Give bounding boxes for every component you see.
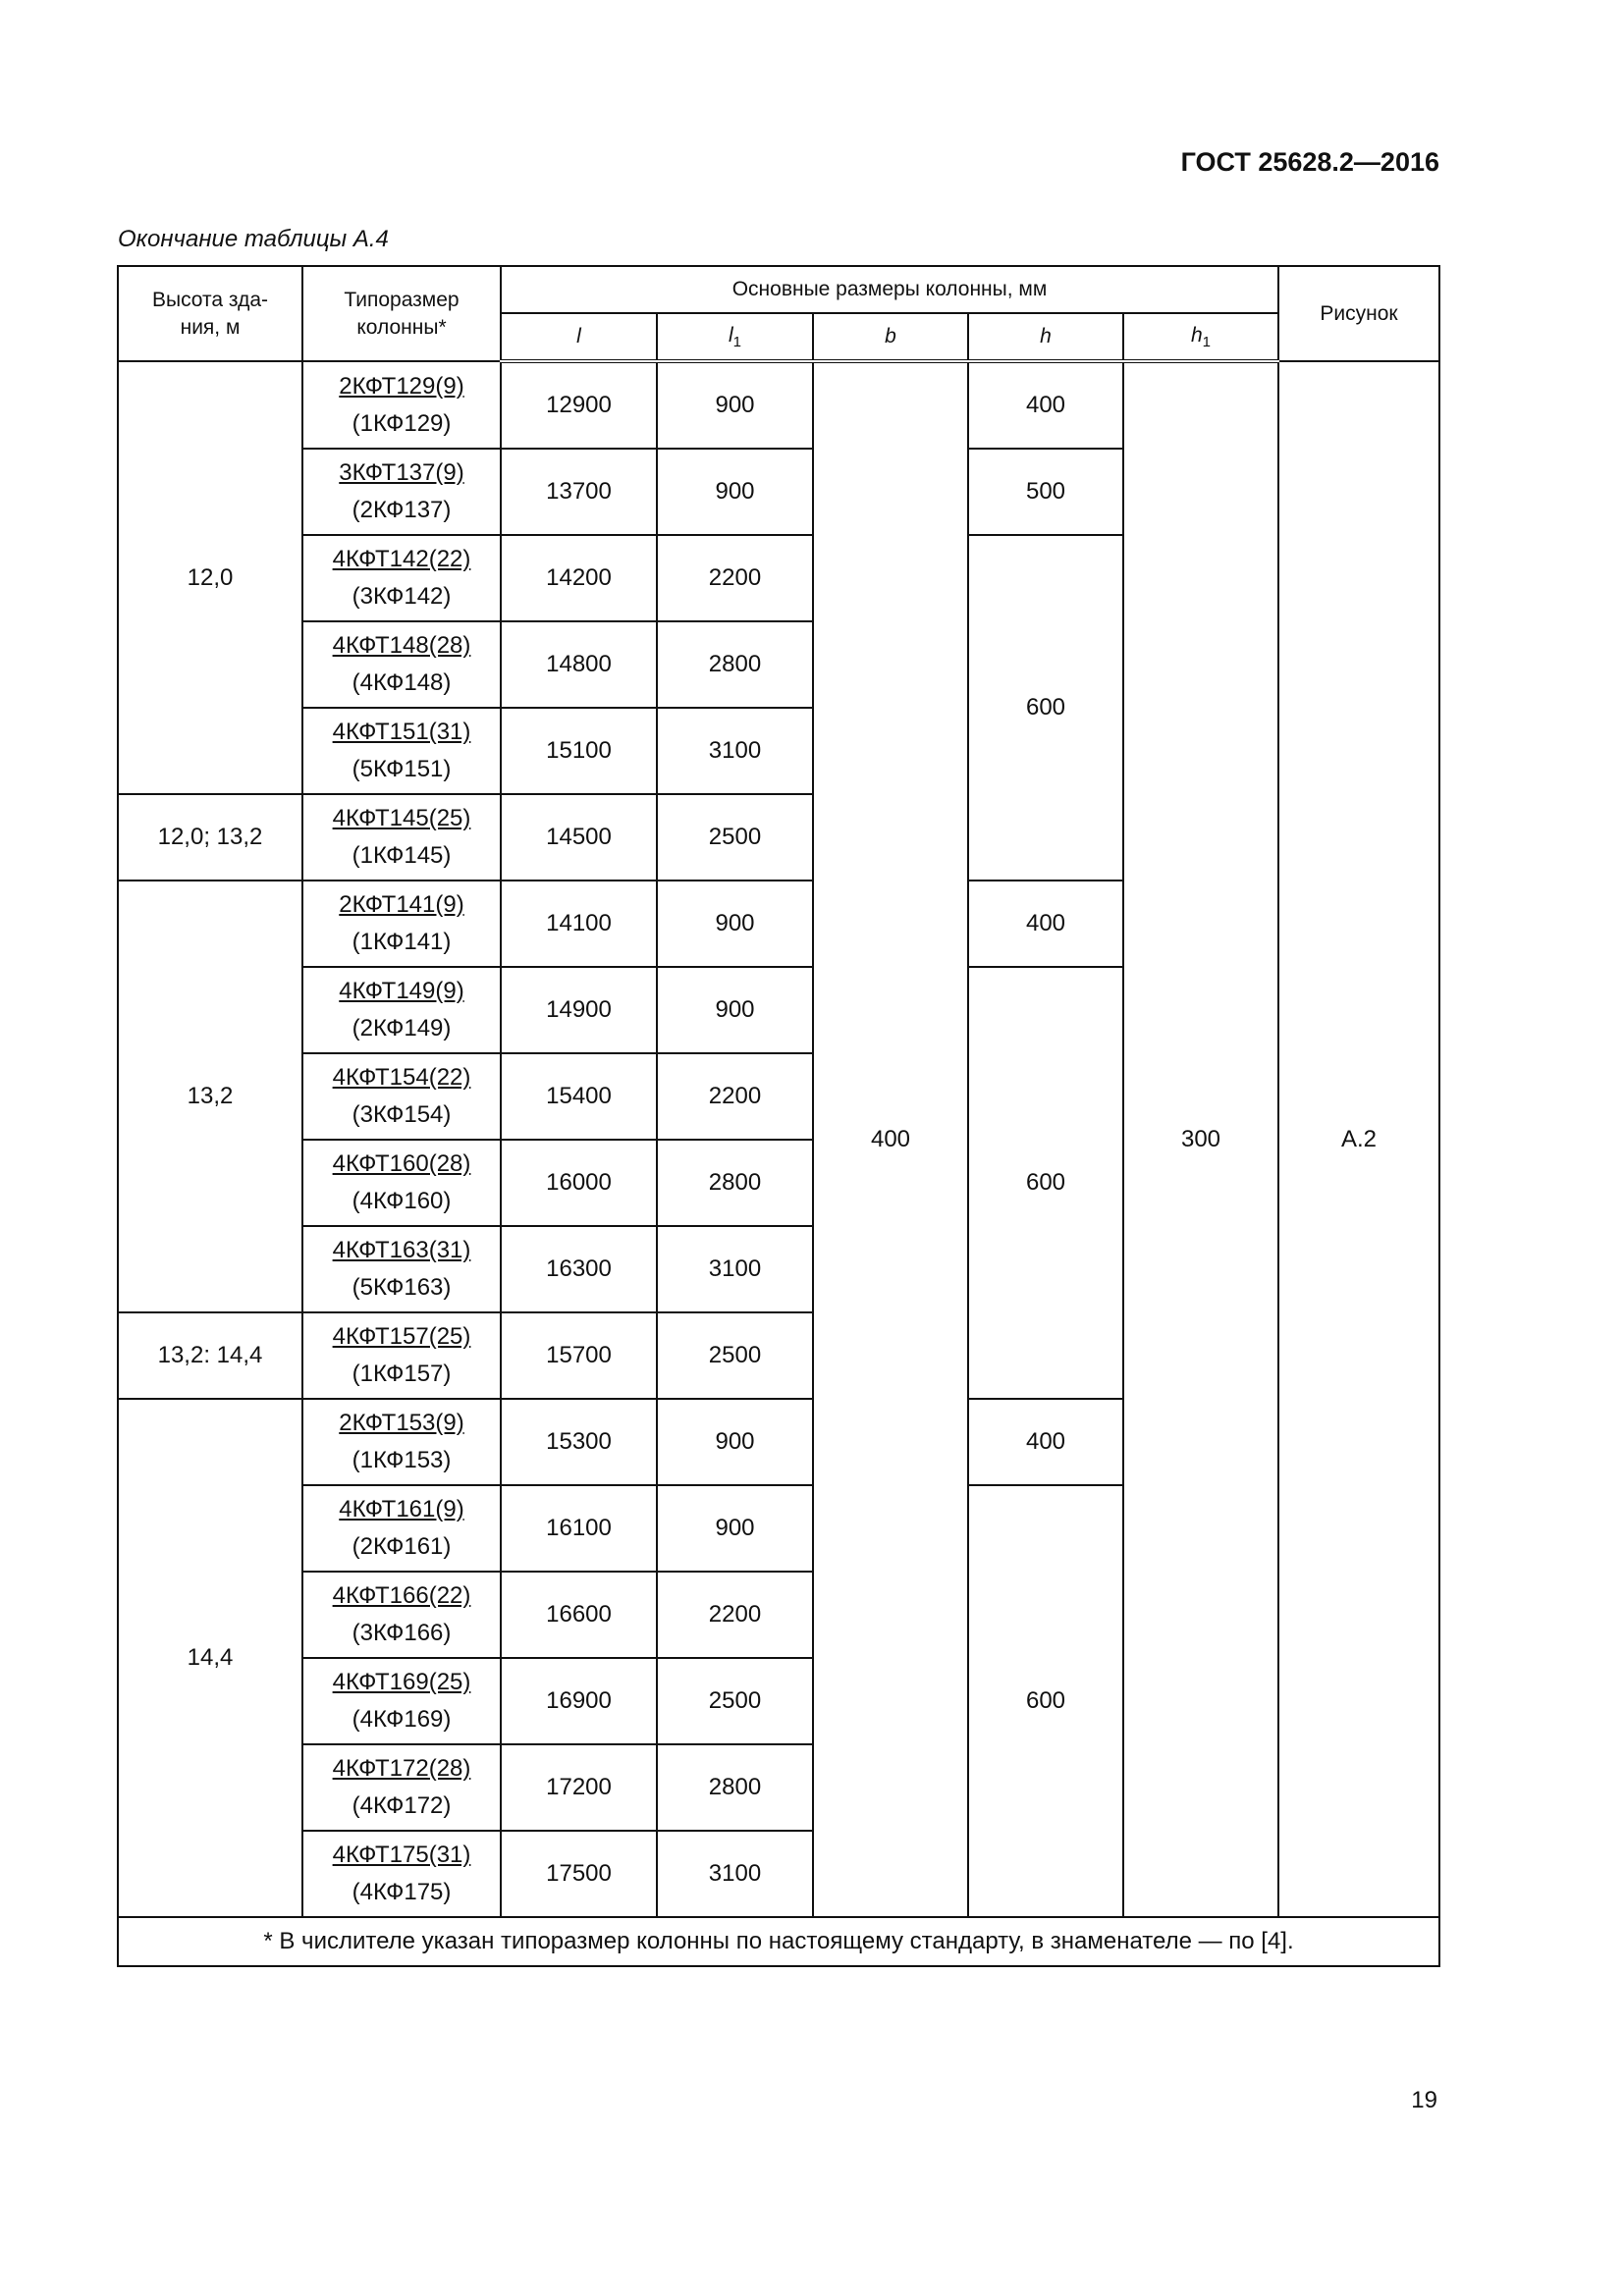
height-h-cell: 600 (968, 535, 1123, 881)
column-type-cell (302, 1226, 501, 1312)
note-row (118, 1917, 1439, 1966)
type-numerator: 2КФТ141(9) (339, 891, 464, 918)
column-type-cell (302, 1831, 501, 1917)
type-numerator: 3КФТ137(9) (339, 459, 464, 486)
type-denominator: (3КФ166) (352, 1620, 452, 1646)
figure-cell: А.2 (1278, 361, 1439, 1917)
type-numerator: 4КФТ160(28) (332, 1150, 471, 1177)
column-type-cell (302, 794, 501, 881)
type-denominator: (5КФ163) (352, 1274, 452, 1301)
type-numerator: 4КФТ175(31) (332, 1842, 471, 1868)
header-h1: $h_1$ (1123, 313, 1278, 361)
table-footnote: * В числителе указан типоразмер колонны по настоящему стандарту, в знаменателе — по [4]. (118, 1917, 1439, 1966)
type-numerator: 4КФТ166(22) (332, 1582, 471, 1609)
length-l1-cell: 900 (657, 361, 813, 449)
column-type-cell (302, 535, 501, 621)
column-type-cell (302, 621, 501, 708)
building-height-cell: 14,4 (118, 1399, 302, 1917)
length-l-cell: 16300 (501, 1226, 657, 1312)
header-h: h (968, 313, 1123, 361)
type-denominator: (2КФ137) (352, 497, 452, 523)
header-l: l (501, 313, 657, 361)
type-denominator: (4КФ148) (352, 669, 452, 696)
type-numerator: 4КФТ157(25) (332, 1323, 471, 1350)
type-denominator: (1КФ145) (352, 842, 452, 869)
length-l-cell: 15400 (501, 1053, 657, 1140)
type-numerator: 4КФТ145(25) (332, 805, 471, 831)
height-h-cell: 400 (968, 881, 1123, 967)
header-main-dimensions: Основные размеры колонны, мм (501, 266, 1278, 313)
length-l-cell: 16900 (501, 1658, 657, 1744)
type-numerator: 2КФТ153(9) (339, 1410, 464, 1436)
height-h1-cell: 300 (1123, 361, 1278, 1917)
length-l-cell: 17200 (501, 1744, 657, 1831)
length-l1-cell: 2500 (657, 1312, 813, 1399)
length-l-cell: 12900 (501, 361, 657, 449)
length-l-cell: 16100 (501, 1485, 657, 1572)
type-denominator: (5КФ151) (352, 756, 452, 782)
length-l1-cell: 3100 (657, 1831, 813, 1917)
length-l1-cell: 2800 (657, 1744, 813, 1831)
length-l-cell: 15300 (501, 1399, 657, 1485)
type-numerator: 4КФТ148(28) (332, 632, 471, 659)
header-building-height: Высота зда- ния, м (118, 266, 302, 361)
length-l1-cell: 900 (657, 1399, 813, 1485)
column-type-cell (302, 1658, 501, 1744)
column-type-cell (302, 449, 501, 535)
building-height-cell: 13,2: 14,4 (118, 1312, 302, 1399)
column-type-cell (302, 881, 501, 967)
header-column-type: Типоразмер колонны* (302, 266, 501, 361)
column-type-cell (302, 1485, 501, 1572)
length-l-cell: 15100 (501, 708, 657, 794)
type-numerator: 4КФТ169(25) (332, 1669, 471, 1695)
type-denominator: (1КФ141) (352, 929, 452, 955)
length-l-cell: 16600 (501, 1572, 657, 1658)
type-denominator: (1КФ129) (352, 409, 452, 437)
length-l1-cell: 900 (657, 1485, 813, 1572)
type-denominator: (3КФ154) (352, 1101, 452, 1128)
building-height-cell: 12,0; 13,2 (118, 794, 302, 881)
header-l1: $l_1$ (657, 313, 813, 361)
type-numerator: 4КФТ172(28) (332, 1755, 471, 1782)
column-type-cell (302, 1053, 501, 1140)
type-numerator: 4КФТ154(22) (332, 1064, 471, 1091)
type-numerator: 2КФТ129(9) (339, 372, 464, 400)
column-type-cell (302, 1312, 501, 1399)
length-l1-cell: 2500 (657, 1658, 813, 1744)
length-l-cell: 14100 (501, 881, 657, 967)
type-denominator: (4КФ169) (352, 1706, 452, 1733)
type-numerator: 4КФТ151(31) (332, 719, 471, 745)
table-body (118, 361, 1439, 1966)
header-b: b (813, 313, 968, 361)
length-l1-cell: 2200 (657, 1572, 813, 1658)
type-denominator: (1КФ157) (352, 1361, 452, 1387)
length-l-cell: 15700 (501, 1312, 657, 1399)
columns-table (117, 265, 1440, 1967)
height-h-cell: 600 (968, 967, 1123, 1399)
column-type-cell (302, 1140, 501, 1226)
length-l-cell: 13700 (501, 449, 657, 535)
column-type-cell (302, 967, 501, 1053)
length-l-cell: 14900 (501, 967, 657, 1053)
height-h-cell: 400 (968, 1399, 1123, 1485)
column-type-cell (302, 361, 501, 449)
table-caption: Окончание таблицы А.4 (118, 226, 389, 252)
type-denominator: (2КФ149) (352, 1015, 452, 1041)
length-l1-cell: 2800 (657, 1140, 813, 1226)
length-l1-cell: 900 (657, 967, 813, 1053)
building-height-cell: 13,2 (118, 881, 302, 1312)
page-number: 19 (1411, 2087, 1437, 2113)
type-numerator: 4КФТ163(31) (332, 1237, 471, 1263)
length-l-cell: 14800 (501, 621, 657, 708)
building-height-cell: 12,0 (118, 361, 302, 794)
height-h-cell: 400 (968, 361, 1123, 449)
column-type-cell (302, 1399, 501, 1485)
type-numerator: 4КФТ161(9) (339, 1496, 464, 1522)
table-row (118, 361, 1439, 449)
length-l-cell: 14200 (501, 535, 657, 621)
length-l1-cell: 2500 (657, 794, 813, 881)
type-denominator: (4КФ175) (352, 1879, 452, 1905)
type-numerator: 4КФТ149(9) (339, 978, 464, 1004)
header-figure: Рисунок (1278, 266, 1439, 361)
type-denominator: (4КФ160) (352, 1188, 452, 1214)
length-l-cell: 17500 (501, 1831, 657, 1917)
type-denominator: (3КФ142) (352, 583, 452, 610)
length-l1-cell: 3100 (657, 708, 813, 794)
type-numerator: 4КФТ142(22) (332, 546, 471, 572)
type-denominator: (2КФ161) (352, 1533, 452, 1560)
length-l1-cell: 900 (657, 881, 813, 967)
column-type-cell (302, 708, 501, 794)
length-l-cell: 16000 (501, 1140, 657, 1226)
height-h-cell: 500 (968, 449, 1123, 535)
type-denominator: (1КФ153) (352, 1447, 452, 1473)
column-type-cell (302, 1744, 501, 1831)
height-h-cell: 600 (968, 1485, 1123, 1917)
length-l1-cell: 2200 (657, 535, 813, 621)
type-denominator: (4КФ172) (352, 1792, 452, 1819)
document-code: ГОСТ 25628.2—2016 (1180, 147, 1439, 177)
length-l-cell: 14500 (501, 794, 657, 881)
column-type-cell (302, 1572, 501, 1658)
length-l1-cell: 900 (657, 449, 813, 535)
length-l1-cell: 2800 (657, 621, 813, 708)
length-l1-cell: 3100 (657, 1226, 813, 1312)
width-b-cell: 400 (813, 361, 968, 1917)
length-l1-cell: 2200 (657, 1053, 813, 1140)
